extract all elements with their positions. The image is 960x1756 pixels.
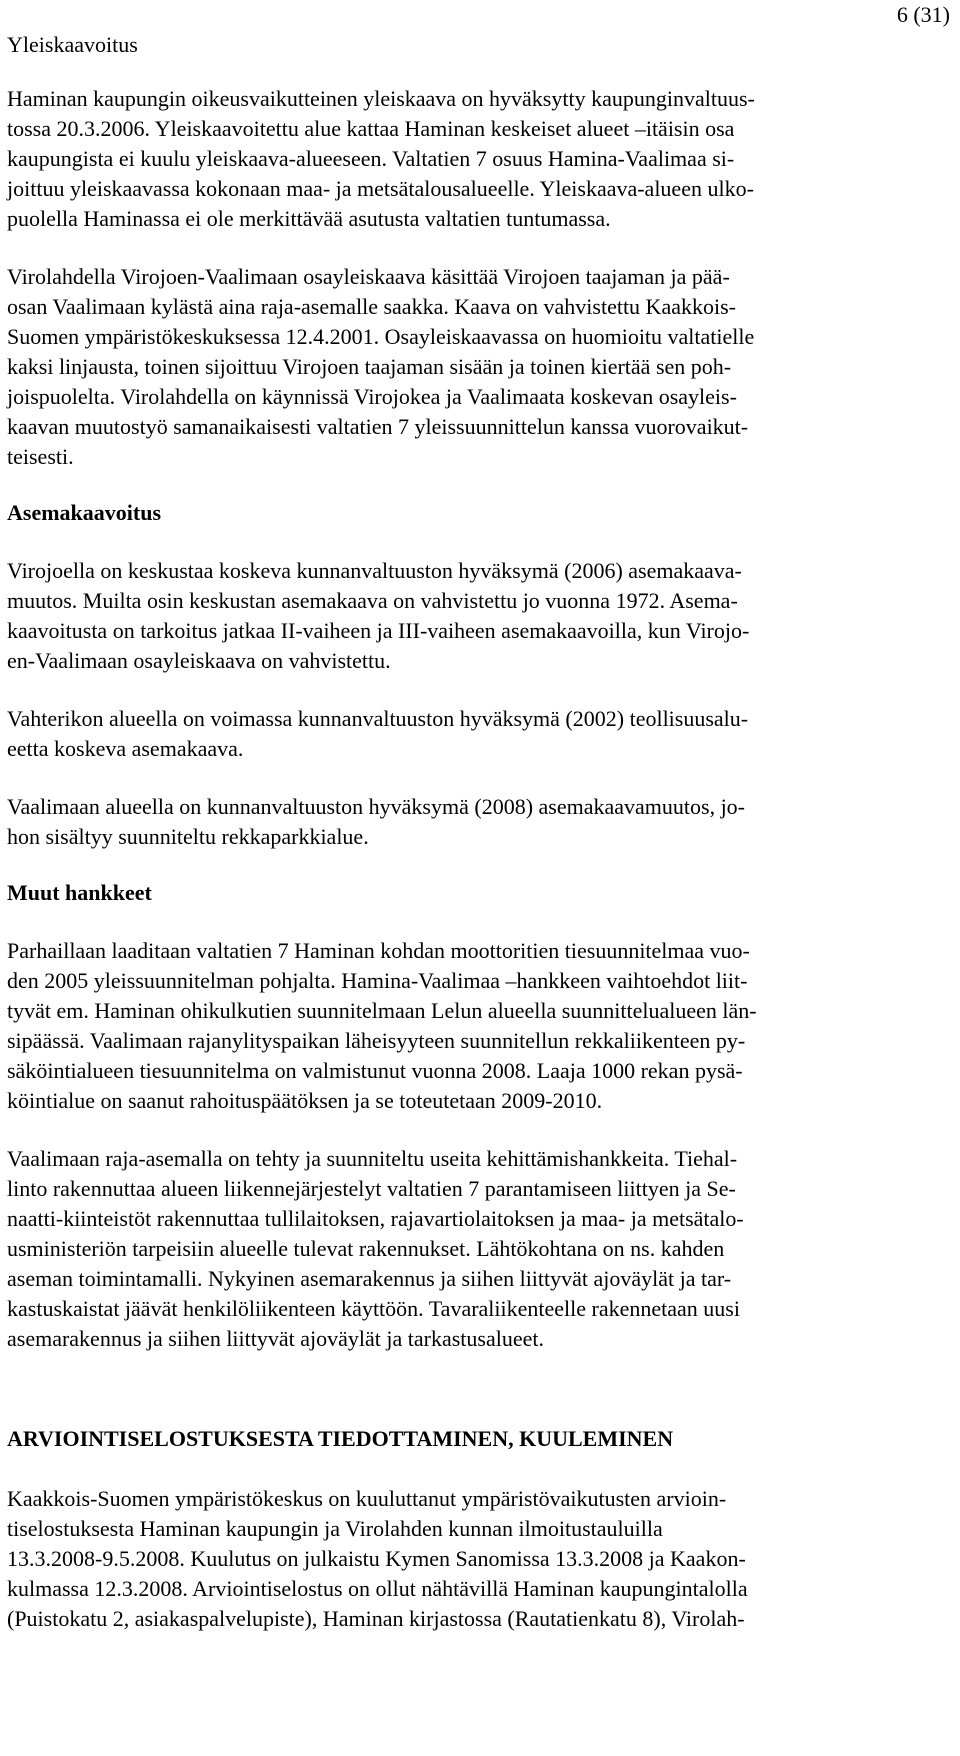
paragraph-yleiskaava-hamina: Haminan kaupungin oikeusvaikutteinen yleiskaava on hyväksytty kaupunginvaltuus- tossa 20.3.2006. Yleiskaavoitettu alue kattaa Haminan keskeiset alueet –itäisin osa kaupungista ei kuulu yleiskaava-alueeseen. Valtatien 7 osuus Hamina-Vaalimaa si- joittuu yleiskaavassa kokonaan maa- ja metsätalousalueelle. Yleiskaava-alueen ulko- puolella Haminassa ei ole merkittävää asutusta valtatien tuntumassa. xyxy=(7,86,755,231)
heading-asemakaavoitus: Asemakaavoitus xyxy=(7,500,162,525)
paragraph-asemakaava-virojoki: Virojoella on keskustaa koskeva kunnanvaltuuston hyväksymä (2006) asemakaava- muutos. Muilta osin keskustan asemakaava on vahvistettu jo vuonna 1972. Asema- kaavoitusta on tarkoitus jatkaa II-vaiheen ja III-vaiheen asemakaavoilla, kun Virojo- en-Vaalimaan osayleiskaava on vahvistettu. xyxy=(7,558,750,673)
heading-arviointiselostus: ARVIOINTISELOSTUKSESTA TIEDOTTAMINEN, KUULEMINEN xyxy=(7,1426,674,1451)
paragraph-asemakaava-vaalimaa: Vaalimaan alueella on kunnanvaltuuston hyväksymä (2008) asemakaavamuutos, jo- hon sisältyy suunniteltu rekkaparkkialue. xyxy=(7,794,746,849)
paragraph-raja-asema: Vaalimaan raja-asemalla on tehty ja suunniteltu useita kehittämishankkeita. Tiehal- linto rakennuttaa alueen liikennejärjestelyt valtatien 7 parantamiseen liittyen ja Se- naatti-kiinteistöt rakennuttaa tullilaitoksen, rajavartiolaitoksen ja maa- ja metsätalo- usministeriön tarpeisiin alueelle tulevat rakennukset. Lähtökohtana on ns. kahden aseman toimintamalli. Nykyinen asemarakennus ja siihen liittyvät ajoväylät ja tar- kastuskaistat jäävät henkilöliikenteen käyttöön. Tavaraliikenteelle rakennetaan uusi asemarakennus ja siihen liittyvät ajoväylät ja tarkastusalueet. xyxy=(7,1146,744,1351)
paragraph-kuulutus: Kaakkois-Suomen ympäristökeskus on kuuluttanut ympäristövaikutusten arvioin- tiselostuksesta Haminan kaupungin ja Virolahden kunnan ilmoitustauluilla 13.3.2008-9.5.2008. Kuulutus on julkaistu Kymen Sanomissa 13.3.2008 ja Kaakon- kulmassa 12.3.2008. Arviointiselostus on ollut nähtävillä Haminan kaupungintalolla (Puistokatu 2, asiakaspalvelupiste), Haminan kirjastossa (Rautatienkatu 8), Virolah- xyxy=(7,1486,748,1631)
page-number: 6 (31) xyxy=(896,2,950,27)
running-header: Yleiskaavoitus xyxy=(7,32,138,57)
paragraph-osayleiskaava-virolahti: Virolahdella Virojoen-Vaalimaan osayleiskaava käsittää Virojoen taajaman ja pää- osan Vaalimaan kylästä aina raja-asemalle saakka. Kaava on vahvistettu Kaakkois- Suomen ympäristökeskuksessa 12.4.2001. Osayleiskaavassa on huomioitu valtatielle kaksi linjausta, toinen sijoittuu Virojoen taajaman sisään ja toinen kiertää sen poh- joispuolelta. Virolahdella on käynnissä Virojokea ja Vaalimaata koskevan osayleis- kaavan muutostyö samanaikaisesti valtatien 7 yleissuunnittelun kanssa vuorovaikut- teisesti. xyxy=(7,264,755,469)
heading-muut-hankkeet: Muut hankkeet xyxy=(7,880,152,905)
paragraph-tiesuunnitelma: Parhaillaan laaditaan valtatien 7 Haminan kohdan moottoritien tiesuunnitelmaa vuo- den 2005 yleissuunnitelman pohjalta. Hamina-Vaalimaa –hankkeen vaihtoehdot liit- tyvät em. Haminan ohikulkutien suunnitelmaan Lelun alueella suunnittelualueen län- sipäässä. Vaalimaan rajanylityspaikan läheisyyteen suunnitellun rekkaliikenteen py- säköintialueen tiesuunnitelma on valmistunut vuonna 2008. Laaja 1000 rekan pysä- köintialue on saanut rahoituspäätöksen ja se toteutetaan 2009-2010. xyxy=(7,938,757,1113)
paragraph-asemakaava-vahterikko: Vahterikon alueella on voimassa kunnanvaltuuston hyväksymä (2002) teollisuusalu- eetta koskeva asemakaava. xyxy=(7,706,749,761)
document-body xyxy=(7,84,953,1634)
